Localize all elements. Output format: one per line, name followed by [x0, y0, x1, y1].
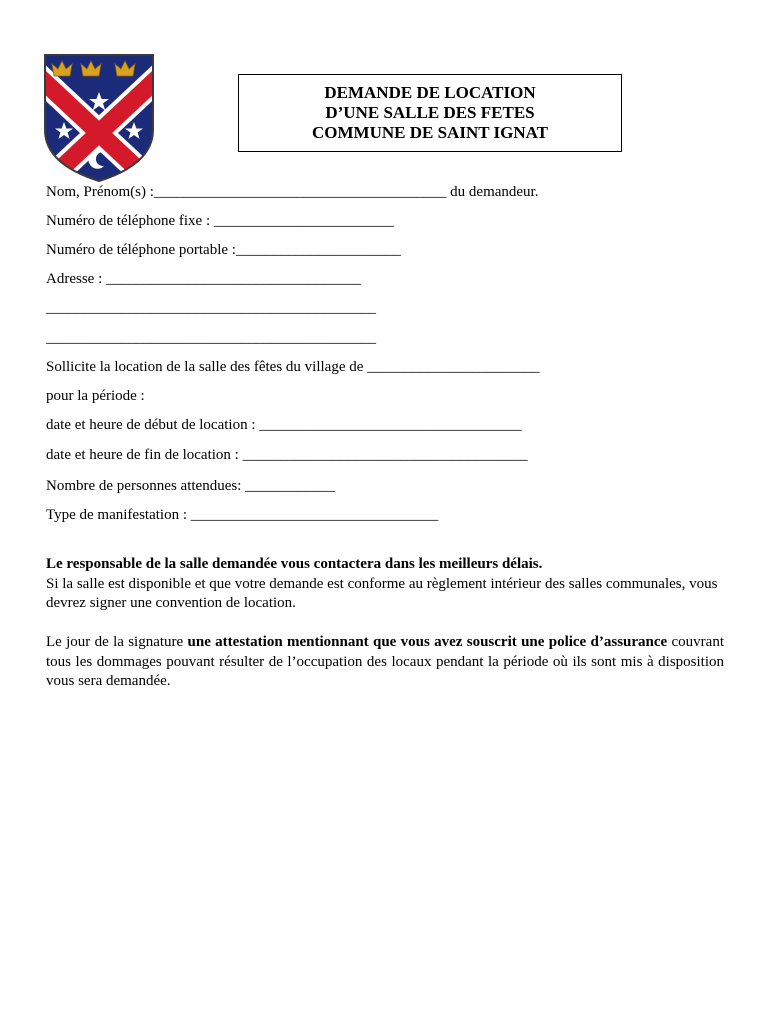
field-village[interactable]: Sollicite la location de la salle des fêtes du village de _______________________	[46, 359, 540, 375]
field-type-manifestation[interactable]: Type de manifestation : _________________________________	[46, 507, 439, 523]
field-adresse[interactable]: Adresse : __________________________________	[46, 271, 361, 287]
title-line-2: D’UNE SALLE DES FETES	[325, 103, 535, 122]
info-insurance-text: couvrant tous les dommages pouvant résulter de l’occupation des locaux pendant la période où ils sont mis à disposition vous sera demandée.	[46, 634, 724, 689]
field-telephone-fixe[interactable]: Numéro de téléphone fixe : ________________________	[46, 213, 394, 229]
field-date-debut[interactable]: date et heure de début de location : ___________________________________	[46, 417, 522, 433]
field-nombre-personnes[interactable]: Nombre de personnes attendues: ____________	[46, 478, 336, 494]
field-adresse-line-3[interactable]: ____________________________________________	[46, 330, 376, 346]
field-date-fin[interactable]: date et heure de fin de location : ______________________________________	[46, 447, 528, 463]
info-paragraph-2	[46, 633, 724, 692]
info-insurance-notice: une attestation mentionnant que vous avez souscrit une police d’assurance	[187, 634, 668, 650]
field-telephone-portable[interactable]: Numéro de téléphone portable :______________________	[46, 242, 401, 258]
coat-of-arms-icon	[42, 52, 156, 184]
info-paragraph-1	[46, 555, 724, 614]
info-convention-text: Si la salle est disponible et que votre demande est conforme au règlement intérieur des salles communales, vous devrez signer une convention de location.	[46, 575, 718, 611]
title-line-3: COMMUNE DE SAINT IGNAT	[312, 123, 548, 142]
document-title-box	[238, 74, 622, 152]
label-periode: pour la période :	[46, 388, 145, 404]
info-contact-notice: Le responsable de la salle demandée vous contactera dans les meilleurs délais.	[46, 556, 543, 572]
field-adresse-line-2[interactable]: ____________________________________________	[46, 300, 376, 316]
field-nom-prenom[interactable]: Nom, Prénom(s) :_______________________________________ du demandeur.	[46, 184, 539, 200]
info-signature-intro: Le jour de la signature	[46, 634, 188, 650]
title-line-1: DEMANDE DE LOCATION	[324, 83, 536, 102]
